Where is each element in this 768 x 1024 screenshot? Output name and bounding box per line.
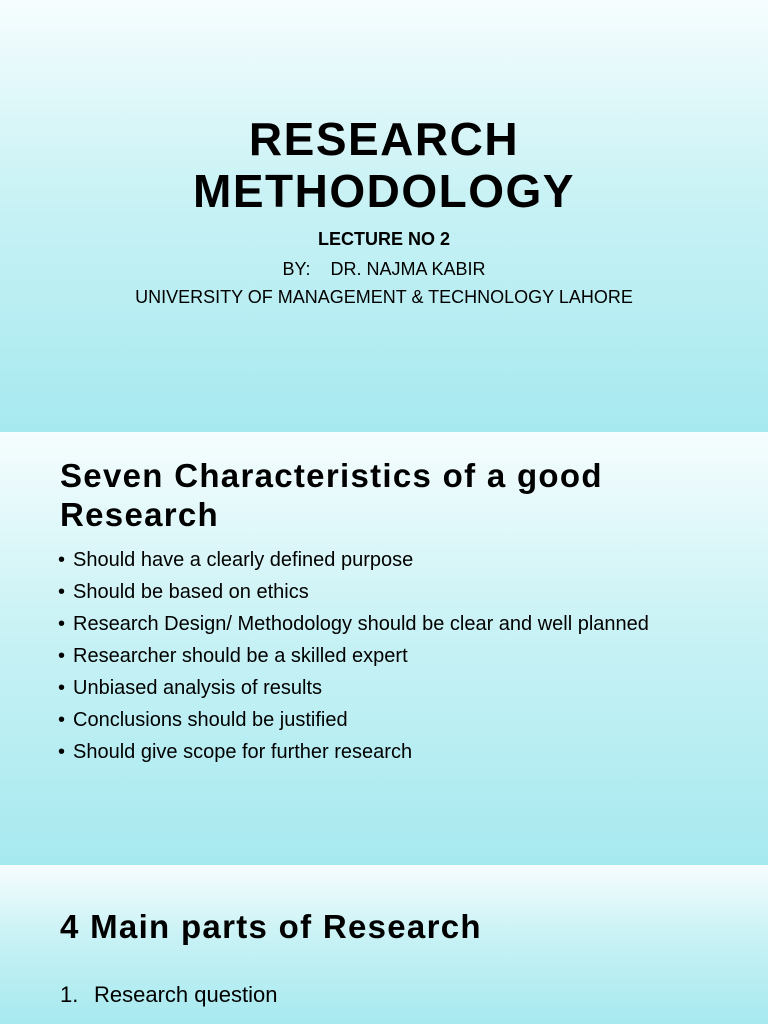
slide-characteristics xyxy=(0,432,768,865)
presentation-title xyxy=(0,113,768,217)
bullet-icon: • xyxy=(58,581,66,603)
title-line-1: RESEARCH xyxy=(248,113,520,165)
list-item-text: Should be based on ethics xyxy=(73,581,309,603)
heading-line-2: Research xyxy=(60,496,219,533)
characteristics-list xyxy=(58,548,698,772)
list-item-text: Research Design/ Methodology should be clear and well planned xyxy=(73,613,649,635)
bullet-icon: • xyxy=(58,741,66,763)
list-item xyxy=(58,740,698,764)
list-item xyxy=(58,612,698,636)
slide-title xyxy=(0,0,768,432)
bullet-icon: • xyxy=(58,709,66,731)
slide-heading xyxy=(60,456,740,534)
list-item-text: Conclusions should be justified xyxy=(73,709,348,731)
list-item-text: Unbiased analysis of results xyxy=(73,677,323,699)
slide-heading: 4 Main parts of Research xyxy=(60,908,482,945)
bullet-icon: • xyxy=(58,549,66,571)
list-item xyxy=(58,708,698,732)
heading-line-1: Seven Characteristics of a good xyxy=(60,457,603,494)
list-item-text: Should give scope for further research xyxy=(73,741,413,763)
list-item xyxy=(58,548,698,572)
numbered-list-item xyxy=(60,982,277,1008)
list-item-text: Should have a clearly defined purpose xyxy=(73,549,414,571)
list-item xyxy=(58,676,698,700)
lecture-number: LECTURE NO 2 xyxy=(317,229,450,249)
title-line-2: METHODOLOGY xyxy=(193,165,575,217)
list-item xyxy=(58,644,698,668)
slide-main-parts xyxy=(0,865,768,1024)
bullet-icon: • xyxy=(58,613,66,635)
bullet-icon: • xyxy=(58,677,66,699)
university-name: UNIVERSITY OF MANAGEMENT & TECHNOLOGY LAHORE xyxy=(135,287,633,307)
list-item-text: Researcher should be a skilled expert xyxy=(73,645,408,667)
bullet-icon: • xyxy=(58,645,66,667)
item-text: Research question xyxy=(94,982,278,1007)
author-line: BY: DR. NAJMA KABIR xyxy=(282,259,486,279)
list-item xyxy=(58,580,698,604)
item-number: 1. xyxy=(60,982,79,1007)
